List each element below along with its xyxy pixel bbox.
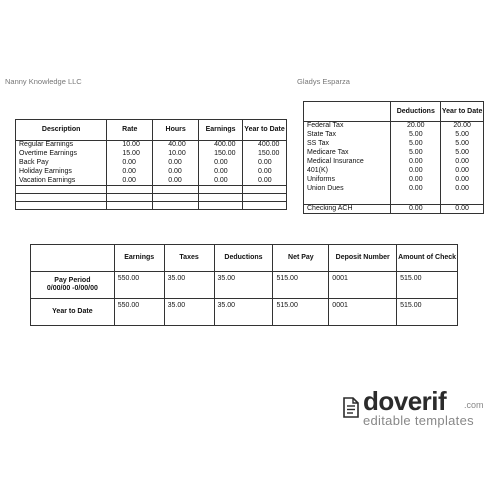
deduction-ytd: 0.00 xyxy=(441,158,484,167)
summary-header-net-pay: Net Pay xyxy=(273,245,329,272)
deduction-value: 0.00 xyxy=(391,158,441,167)
summary-cell: 515.00 xyxy=(397,272,458,299)
earnings-cell: 0.00 xyxy=(153,168,199,177)
deduction-ytd: 5.00 xyxy=(441,140,484,149)
deduction-value: 0.00 xyxy=(391,176,441,185)
deductions-header-blank xyxy=(304,102,391,122)
earnings-cell: 0.00 xyxy=(199,159,243,168)
table-row xyxy=(304,205,484,214)
summary-cell: 35.00 xyxy=(164,272,214,299)
summary-cell: 550.00 xyxy=(114,299,164,326)
earnings-cell: Regular Earnings xyxy=(16,141,107,150)
earnings-cell: Vacation Earnings xyxy=(16,177,107,186)
earnings-header-rate: Rate xyxy=(107,120,153,141)
earnings-cell: 400.00 xyxy=(243,141,287,150)
deduction-ytd: 0.00 xyxy=(441,167,484,176)
earnings-cell: Back Pay xyxy=(16,159,107,168)
deduction-label: Union Dues xyxy=(304,185,391,194)
summary-header-deposit-number: Deposit Number xyxy=(329,245,397,272)
table-row xyxy=(304,185,484,194)
earnings-header-ytd: Year to Date xyxy=(243,120,287,141)
summary-cell: 550.00 xyxy=(114,272,164,299)
earnings-cell: 0.00 xyxy=(199,168,243,177)
summary-cell: 515.00 xyxy=(273,272,329,299)
employee-name: Gladys Esparza xyxy=(297,77,350,86)
earnings-cell: 400.00 xyxy=(199,141,243,150)
deduction-label: Medicare Tax xyxy=(304,149,391,158)
deduction-ytd: 0.00 xyxy=(441,176,484,185)
deduction-label: 401(K) xyxy=(304,167,391,176)
deduction-value: 0.00 xyxy=(391,205,441,214)
deduction-label: SS Tax xyxy=(304,140,391,149)
earnings-cell: 0.00 xyxy=(199,177,243,186)
table-row xyxy=(16,177,287,186)
pay-period-cell xyxy=(31,272,115,299)
table-row xyxy=(304,149,484,158)
summary-header-deductions: Deductions xyxy=(214,245,273,272)
deduction-label: Medical Insurance xyxy=(304,158,391,167)
table-row xyxy=(304,122,484,131)
earnings-cell: 10.00 xyxy=(107,141,153,150)
deduction-label: Checking ACH xyxy=(304,205,391,214)
table-row xyxy=(304,131,484,140)
earnings-cell: 0.00 xyxy=(107,177,153,186)
earnings-cell: 0.00 xyxy=(243,168,287,177)
summary-cell: 35.00 xyxy=(164,299,214,326)
earnings-cell: 0.00 xyxy=(243,177,287,186)
empty-row xyxy=(16,186,287,194)
summary-header-blank xyxy=(31,245,115,272)
summary-cell: 0001 xyxy=(329,272,397,299)
watermark-tld: .com xyxy=(464,400,484,410)
earnings-table xyxy=(15,119,287,210)
earnings-cell: 0.00 xyxy=(153,159,199,168)
deductions-header-ytd: Year to Date xyxy=(441,102,484,122)
table-row xyxy=(16,159,287,168)
deduction-value: 5.00 xyxy=(391,149,441,158)
earnings-cell: 40.00 xyxy=(153,141,199,150)
ytd-label: Year to Date xyxy=(31,299,115,326)
deductions-header-deductions: Deductions xyxy=(391,102,441,122)
earnings-cell: Overtime Earnings xyxy=(16,150,107,159)
summary-cell: 0001 xyxy=(329,299,397,326)
table-row xyxy=(31,272,458,299)
company-name: Nanny Knowledge LLC xyxy=(5,77,82,86)
watermark-brand: doverif xyxy=(363,386,447,416)
empty-row xyxy=(16,202,287,210)
pay-period-dates: 0/00/00 -0/00/00 xyxy=(46,285,98,292)
summary-cell: 35.00 xyxy=(214,272,273,299)
deduction-label: State Tax xyxy=(304,131,391,140)
deduction-value: 20.00 xyxy=(391,122,441,131)
summary-cell: 515.00 xyxy=(397,299,458,326)
summary-header-amount-of-check: Amount of Check xyxy=(397,245,458,272)
earnings-cell: 150.00 xyxy=(199,150,243,159)
earnings-header-description: Description xyxy=(16,120,107,141)
table-row xyxy=(16,141,287,150)
empty-row xyxy=(304,194,484,205)
deduction-ytd: 0.00 xyxy=(441,205,484,214)
summary-header-taxes: Taxes xyxy=(164,245,214,272)
deductions-table xyxy=(303,101,484,214)
table-row xyxy=(304,140,484,149)
deduction-value: 5.00 xyxy=(391,140,441,149)
summary-cell: 515.00 xyxy=(273,299,329,326)
table-row xyxy=(31,299,458,326)
deduction-value: 5.00 xyxy=(391,131,441,140)
deduction-ytd: 0.00 xyxy=(441,185,484,194)
earnings-cell: 15.00 xyxy=(107,150,153,159)
table-row xyxy=(304,158,484,167)
table-row xyxy=(16,150,287,159)
empty-row xyxy=(16,194,287,202)
earnings-cell: 0.00 xyxy=(243,159,287,168)
watermark-tagline: editable templates xyxy=(363,413,474,428)
earnings-header-hours: Hours xyxy=(153,120,199,141)
earnings-cell: 0.00 xyxy=(107,168,153,177)
summary-table xyxy=(30,244,458,326)
earnings-header-earnings: Earnings xyxy=(199,120,243,141)
earnings-cell: Holiday Earnings xyxy=(16,168,107,177)
earnings-cell: 0.00 xyxy=(107,159,153,168)
earnings-cell: 10.00 xyxy=(153,150,199,159)
deduction-ytd: 20.00 xyxy=(441,122,484,131)
summary-cell: 35.00 xyxy=(214,299,273,326)
deduction-value: 0.00 xyxy=(391,185,441,194)
deduction-ytd: 5.00 xyxy=(441,131,484,140)
deduction-ytd: 5.00 xyxy=(441,149,484,158)
watermark xyxy=(343,387,493,429)
earnings-cell: 0.00 xyxy=(153,177,199,186)
table-row xyxy=(304,176,484,185)
summary-header-earnings: Earnings xyxy=(114,245,164,272)
table-row xyxy=(16,168,287,177)
earnings-cell: 150.00 xyxy=(243,150,287,159)
document-icon xyxy=(343,397,359,418)
pay-period-label: Pay Period xyxy=(54,277,91,284)
deduction-label: Uniforms xyxy=(304,176,391,185)
table-row xyxy=(304,167,484,176)
deduction-label: Federal Tax xyxy=(304,122,391,131)
deduction-value: 0.00 xyxy=(391,167,441,176)
